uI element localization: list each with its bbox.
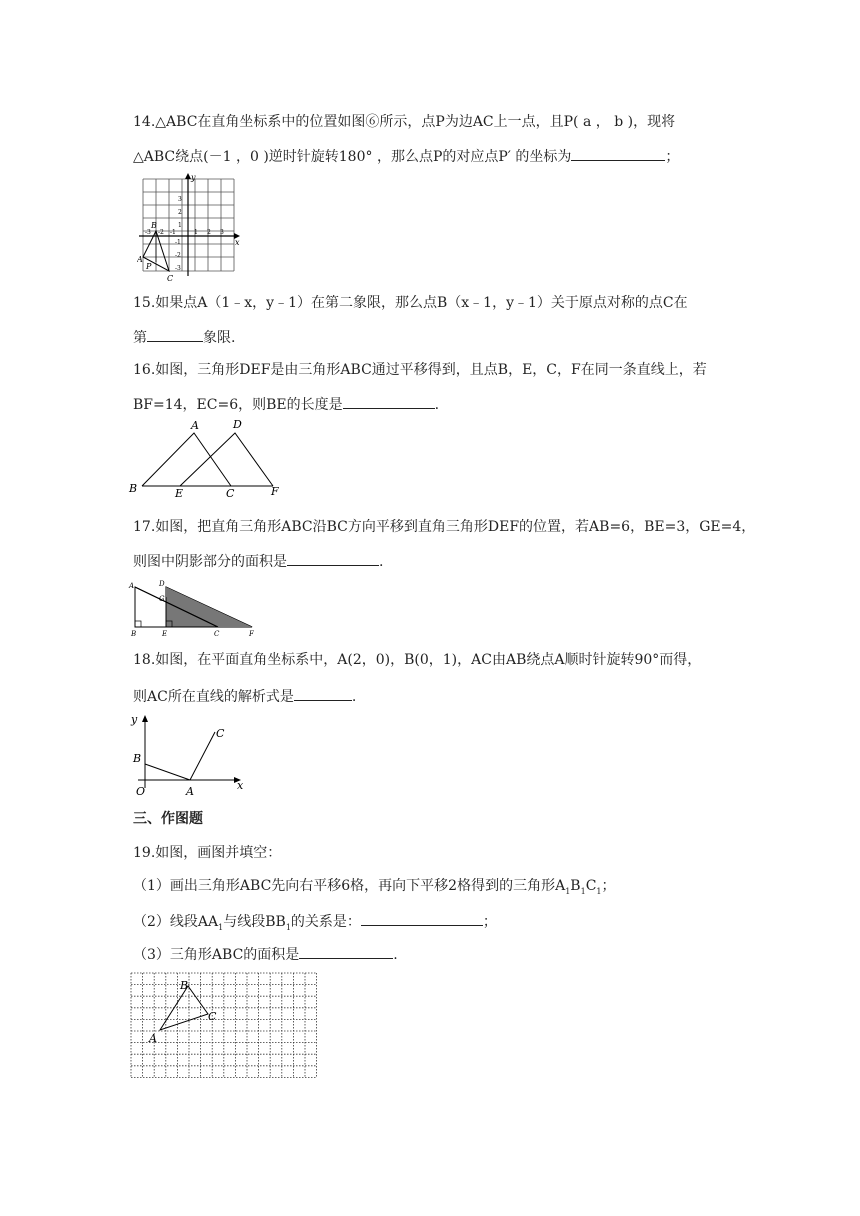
q18-line-2-text: 则AC所在直线的解析式是: [133, 689, 294, 705]
q19-intro: 19.如图，画图并填空：: [133, 845, 282, 861]
q14-x-tick: 1: [194, 229, 198, 236]
q14-x-tick: 3: [220, 229, 224, 236]
q19-part-1-sub-b: 1: [580, 886, 586, 896]
q17-shaded-figure: [126, 577, 262, 639]
q18-line-1: 18.如图，在平面直角坐标系中，A(2，0)，B(0，1)，AC由AB绕点A顺时针旋转90°而得，: [133, 652, 702, 668]
q14-label-a: A: [137, 255, 143, 264]
q14-y-tick: 3: [178, 196, 182, 203]
q19-part-2-end: ；: [482, 914, 497, 930]
q17-label-a: A: [129, 582, 135, 590]
q18-line-2: [133, 686, 356, 706]
answer-blank-q16[interactable]: [343, 394, 435, 409]
q14-y-tick: -3: [175, 265, 181, 272]
section-heading: 三、作图题: [133, 811, 203, 827]
answer-blank-q14[interactable]: [571, 146, 665, 161]
q19-part-2-sub-a: 1: [218, 922, 224, 932]
q15-line-2-start: 第: [133, 330, 147, 346]
q16-label-e: E: [175, 487, 184, 499]
q17-line-2: [133, 551, 383, 571]
q14-y-tick: 2: [178, 209, 182, 216]
q14-y-tick: -2: [175, 252, 181, 259]
q17-label-b: B: [131, 630, 137, 638]
q17-line-2-text: 则图中阴影部分的面积是: [133, 554, 287, 570]
q17-label-c: C: [214, 630, 220, 638]
q19-label-b: B: [180, 979, 189, 992]
q18-coordinate-figure: [128, 710, 248, 798]
q18-label-b: B: [133, 752, 142, 765]
q14-y-tick: -1: [175, 239, 181, 246]
q18-label-o: O: [136, 785, 146, 798]
q14-y-axis-label: y: [191, 173, 196, 182]
q19-part-2-mid: 与线段BB: [223, 914, 286, 930]
q16-line-2-text: BF=14，EC=6，则BE的长度是: [133, 397, 343, 413]
q14-x-tick: -3: [145, 229, 151, 236]
q14-label-b: B: [151, 221, 157, 230]
answer-blank-q19-2[interactable]: [361, 911, 483, 926]
q17-label-g: G: [159, 595, 165, 603]
q19-part-2-text: （2）线段AA: [133, 914, 219, 930]
q18-line-2-end: .: [351, 689, 357, 705]
q19-grid-figure: [128, 970, 320, 1083]
q19-part-3-text: （3）三角形ABC的面积是: [133, 947, 300, 963]
q17-label-f: F: [249, 630, 254, 638]
q19-label-a: A: [149, 1032, 157, 1045]
q14-line-2: [133, 146, 679, 166]
q17-label-d: D: [159, 580, 165, 588]
q18-label-x: x: [237, 779, 244, 792]
q15-line-2-end: 象限.: [203, 330, 236, 346]
q15-line-2: [133, 327, 235, 347]
answer-blank-q18[interactable]: [294, 686, 352, 701]
answer-blank-q15[interactable]: [147, 327, 203, 342]
q19-part-2-sub-b: 1: [285, 922, 291, 932]
q19-label-c: C: [208, 1010, 217, 1023]
q18-label-a: A: [186, 785, 194, 798]
q14-x-axis-label: x: [235, 238, 240, 247]
q19-part-1-sub-a: 1: [565, 886, 571, 896]
q14-x-tick: -2: [158, 229, 164, 236]
q16-label-f: F: [271, 485, 279, 498]
q19-part-1-b: B: [570, 878, 581, 894]
q19-part-3-end: .: [393, 947, 398, 963]
answer-blank-q19-3[interactable]: [299, 944, 393, 959]
q19-part-2-question: 的关系是：: [290, 914, 361, 930]
q14-line-2-end: ；: [665, 149, 680, 165]
q19-part-1-end: ；: [601, 878, 616, 894]
q16-line-1: 16.如图，三角形DEF是由三角形ABC通过平移得到，且点B，E，C，F在同一条直线上，若: [133, 362, 707, 378]
q19-part-1: [133, 877, 616, 901]
answer-blank-q17[interactable]: [287, 551, 379, 566]
q19-part-1-text: （1）画出三角形ABC先向右平移6格，再向下平移2格得到的三角形A: [133, 878, 566, 894]
q17-line-2-end: .: [379, 554, 384, 570]
q16-label-a: A: [191, 419, 199, 432]
q14-line-2-text: △ABC绕点(－1 ，0 )逆时针旋转180° ，那么点P的对应点P′ 的坐标为: [133, 149, 572, 165]
q16-line-2: [133, 394, 439, 414]
q14-label-p: P: [146, 262, 152, 271]
q17-label-e: E: [162, 630, 168, 638]
q18-label-y: y: [131, 713, 138, 726]
q19-part-1-sub-c: 1: [596, 886, 602, 896]
q19-part-3: [133, 944, 398, 964]
q14-line-1: 14.△ABC在直角坐标系中的位置如图⑥所示，点P为边AC上一点，且P( a ， b )，现将: [133, 114, 676, 130]
q19-part-1-c: C: [585, 878, 597, 894]
q14-x-tick: -1: [170, 229, 176, 236]
q16-translation-figure: [128, 415, 288, 499]
q16-label-b: B: [129, 482, 138, 495]
q15-line-1: 15.如果点A（1﹣x，y﹣1）在第二象限，那么点B（x﹣1，y﹣1）关于原点对称的点C在: [133, 295, 688, 311]
q14-y-tick: 1: [178, 222, 182, 229]
q16-label-d: D: [233, 418, 242, 431]
q18-label-c: C: [216, 727, 225, 740]
q14-coordinate-figure: [137, 172, 245, 284]
q14-x-tick: 2: [207, 229, 211, 236]
q14-label-c: C: [167, 274, 174, 283]
q16-line-2-end: .: [434, 397, 440, 413]
q19-part-2: [133, 911, 497, 937]
q17-line-1: 17.如图，把直角三角形ABC沿BC方向平移到直角三角形DEF的位置，若AB=6，BE=3，GE=4，: [133, 519, 756, 535]
q16-label-c: C: [226, 487, 235, 499]
